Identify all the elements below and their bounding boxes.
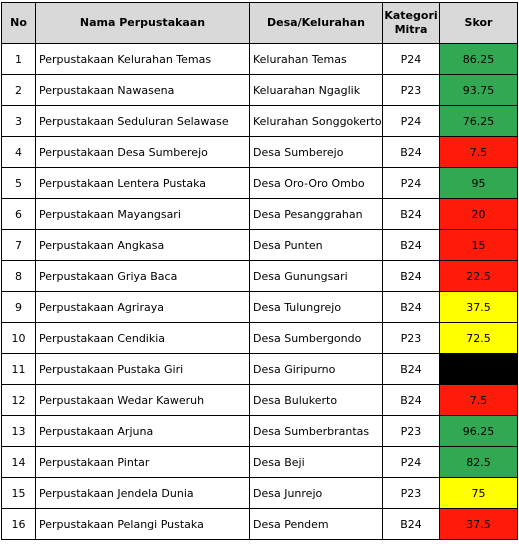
category-cell: P23 bbox=[383, 75, 440, 106]
library-name-cell: Perpustakaan Pelangi Pustaka bbox=[36, 509, 250, 540]
category-cell: B24 bbox=[383, 509, 440, 540]
table-row bbox=[2, 261, 518, 292]
category-cell: P23 bbox=[383, 323, 440, 354]
no-cell: 13 bbox=[2, 416, 36, 447]
score-cell: 20 bbox=[440, 199, 518, 230]
score-cell: 76.25 bbox=[440, 106, 518, 137]
library-name-cell: Perpustakaan Griya Baca bbox=[36, 261, 250, 292]
table-row bbox=[2, 168, 518, 199]
table-row bbox=[2, 385, 518, 416]
village-cell: Desa Giripurno bbox=[250, 354, 383, 385]
score-cell: 75 bbox=[440, 478, 518, 509]
library-name-cell: Perpustakaan Wedar Kaweruh bbox=[36, 385, 250, 416]
village-cell: Kelurahan Temas bbox=[250, 44, 383, 75]
no-cell: 5 bbox=[2, 168, 36, 199]
no-cell: 1 bbox=[2, 44, 36, 75]
village-cell: Desa Sumberbrantas bbox=[250, 416, 383, 447]
library-name-cell: Perpustakaan Mayangsari bbox=[36, 199, 250, 230]
table-row bbox=[2, 44, 518, 75]
table-row bbox=[2, 447, 518, 478]
header-desa-kelurahan: Desa/Kelurahan bbox=[250, 3, 383, 44]
no-cell: 15 bbox=[2, 478, 36, 509]
no-cell: 9 bbox=[2, 292, 36, 323]
score-cell: 86.25 bbox=[440, 44, 518, 75]
no-cell: 8 bbox=[2, 261, 36, 292]
no-cell: 4 bbox=[2, 137, 36, 168]
library-name-cell: Perpustakaan Seduluran Selawase bbox=[36, 106, 250, 137]
library-name-cell: Perpustakaan Kelurahan Temas bbox=[36, 44, 250, 75]
table-row bbox=[2, 292, 518, 323]
category-cell: P23 bbox=[383, 416, 440, 447]
category-cell: B24 bbox=[383, 354, 440, 385]
table-row bbox=[2, 323, 518, 354]
score-cell bbox=[440, 354, 518, 385]
header-row bbox=[2, 3, 518, 44]
library-name-cell: Perpustakaan Cendikia bbox=[36, 323, 250, 354]
score-cell: 7.5 bbox=[440, 137, 518, 168]
category-cell: P24 bbox=[383, 44, 440, 75]
library-name-cell: Perpustakaan Jendela Dunia bbox=[36, 478, 250, 509]
table-body bbox=[2, 44, 518, 540]
category-cell: B24 bbox=[383, 199, 440, 230]
score-cell: 93.75 bbox=[440, 75, 518, 106]
village-cell: Desa Oro-Oro Ombo bbox=[250, 168, 383, 199]
library-name-cell: Perpustakaan Pintar bbox=[36, 447, 250, 478]
header-nama-perpustakaan: Nama Perpustakaan bbox=[36, 3, 250, 44]
library-name-cell: Perpustakaan Agriraya bbox=[36, 292, 250, 323]
village-cell: Desa Punten bbox=[250, 230, 383, 261]
no-cell: 10 bbox=[2, 323, 36, 354]
village-cell: Desa Pendem bbox=[250, 509, 383, 540]
village-cell: Desa Sumbergondo bbox=[250, 323, 383, 354]
category-cell: B24 bbox=[383, 261, 440, 292]
village-cell: Kelurahan Songgokerto bbox=[250, 106, 383, 137]
table-row bbox=[2, 230, 518, 261]
no-cell: 2 bbox=[2, 75, 36, 106]
header-skor: Skor bbox=[440, 3, 518, 44]
village-cell: Desa Gunungsari bbox=[250, 261, 383, 292]
score-cell: 7.5 bbox=[440, 385, 518, 416]
table-row bbox=[2, 478, 518, 509]
library-name-cell: Perpustakaan Desa Sumberejo bbox=[36, 137, 250, 168]
header-kategori-line1: Kategori bbox=[384, 9, 438, 22]
village-cell: Keluarahan Ngaglik bbox=[250, 75, 383, 106]
library-name-cell: Perpustakaan Arjuna bbox=[36, 416, 250, 447]
village-cell: Desa Beji bbox=[250, 447, 383, 478]
category-cell: P24 bbox=[383, 447, 440, 478]
no-cell: 14 bbox=[2, 447, 36, 478]
category-cell: P23 bbox=[383, 478, 440, 509]
no-cell: 11 bbox=[2, 354, 36, 385]
library-name-cell: Perpustakaan Nawasena bbox=[36, 75, 250, 106]
table-row bbox=[2, 199, 518, 230]
category-cell: B24 bbox=[383, 292, 440, 323]
no-cell: 3 bbox=[2, 106, 36, 137]
village-cell: Desa Tulungrejo bbox=[250, 292, 383, 323]
header-no: No bbox=[2, 3, 36, 44]
table-row bbox=[2, 509, 518, 540]
category-cell: B24 bbox=[383, 137, 440, 168]
score-cell: 96.25 bbox=[440, 416, 518, 447]
score-cell: 82.5 bbox=[440, 447, 518, 478]
library-name-cell: Perpustakaan Lentera Pustaka bbox=[36, 168, 250, 199]
library-score-table bbox=[1, 2, 518, 540]
category-cell: B24 bbox=[383, 385, 440, 416]
village-cell: Desa Sumberejo bbox=[250, 137, 383, 168]
score-cell: 72.5 bbox=[440, 323, 518, 354]
header-kategori-line2: Mitra bbox=[394, 23, 428, 36]
category-cell: P24 bbox=[383, 168, 440, 199]
library-name-cell: Perpustakaan Angkasa bbox=[36, 230, 250, 261]
category-cell: P24 bbox=[383, 106, 440, 137]
table-row bbox=[2, 75, 518, 106]
score-cell: 37.5 bbox=[440, 292, 518, 323]
table-row bbox=[2, 416, 518, 447]
score-cell: 37.5 bbox=[440, 509, 518, 540]
score-cell: 95 bbox=[440, 168, 518, 199]
no-cell: 16 bbox=[2, 509, 36, 540]
no-cell: 7 bbox=[2, 230, 36, 261]
table-row bbox=[2, 354, 518, 385]
no-cell: 6 bbox=[2, 199, 36, 230]
no-cell: 12 bbox=[2, 385, 36, 416]
score-cell: 22.5 bbox=[440, 261, 518, 292]
header-kategori-mitra bbox=[383, 3, 440, 44]
library-name-cell: Perpustakaan Pustaka Giri bbox=[36, 354, 250, 385]
table-row bbox=[2, 137, 518, 168]
village-cell: Desa Bulukerto bbox=[250, 385, 383, 416]
village-cell: Desa Junrejo bbox=[250, 478, 383, 509]
category-cell: B24 bbox=[383, 230, 440, 261]
table-row bbox=[2, 106, 518, 137]
score-cell: 15 bbox=[440, 230, 518, 261]
village-cell: Desa Pesanggrahan bbox=[250, 199, 383, 230]
